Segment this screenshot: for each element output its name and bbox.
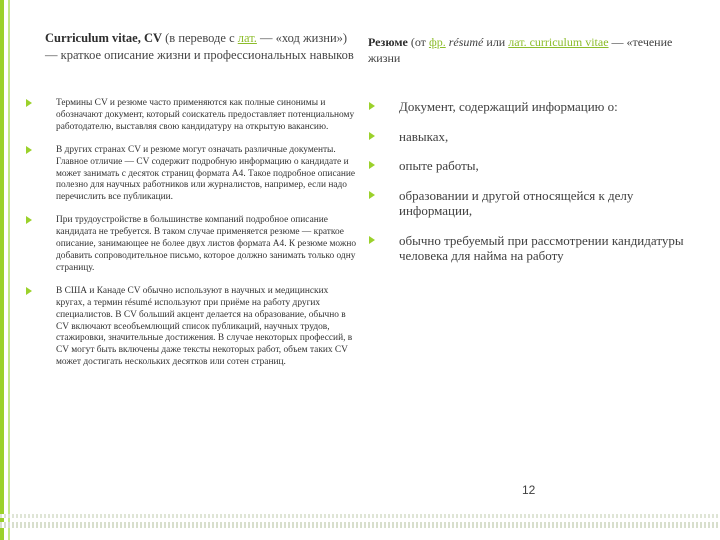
left-heading bbox=[45, 30, 357, 63]
arrow-bullet-icon bbox=[26, 287, 32, 295]
heading-text: или bbox=[483, 35, 509, 49]
heading-text: (в переводе с bbox=[162, 31, 238, 45]
french-link[interactable]: фр. bbox=[428, 35, 446, 49]
accent-strip-thin bbox=[8, 0, 10, 540]
arrow-bullet-icon bbox=[26, 99, 32, 107]
list-item-text: При трудоустройстве в большинстве компаний подробное описание кандидата не требуется. В таком случае применяется резюме — краткое описание, занимающее не более двух листов формата А4. К резюме можно добавить сопроводительное письмо, которое должно занимать только одну страницу. bbox=[56, 215, 357, 273]
footer-band-lower bbox=[0, 522, 720, 528]
accent-strip bbox=[0, 0, 4, 540]
resume-term: Резюме bbox=[368, 35, 408, 49]
page-number: 12 bbox=[522, 483, 536, 497]
list-item bbox=[367, 129, 687, 145]
french-word: résumé bbox=[445, 35, 484, 49]
list-item bbox=[24, 98, 357, 134]
list-item bbox=[24, 145, 357, 205]
list-item-text: Документ, содержащий информацию о: bbox=[399, 99, 618, 114]
list-item-text: опыте работы, bbox=[399, 158, 479, 173]
arrow-bullet-icon bbox=[369, 161, 375, 169]
list-item-text: обычно требуемый при рассмотрении кандидатуры человека для найма на работу bbox=[399, 232, 684, 263]
arrow-bullet-icon bbox=[26, 146, 32, 154]
list-item-text: В других странах CV и резюме могут означать различные документы. Главное отличие — CV содержит подробную информацию о кандидате и может занимать с десяток страниц формата А4. Такое подробное описание полезно для научных работников или журналистов, например, если надо перечислить все публикации. bbox=[56, 144, 356, 203]
heading-text: — «течение жизни bbox=[368, 35, 673, 65]
list-item bbox=[24, 286, 357, 369]
latin-link[interactable]: лат. curriculum vitae bbox=[508, 35, 609, 49]
arrow-bullet-icon bbox=[26, 216, 32, 224]
heading-text: — «ход жизни») — краткое описание жизни и профессиональных навыков bbox=[45, 31, 354, 62]
arrow-bullet-icon bbox=[369, 132, 375, 140]
arrow-bullet-icon bbox=[369, 191, 375, 199]
list-item bbox=[367, 233, 687, 264]
list-item bbox=[367, 99, 687, 115]
heading-text: (от bbox=[407, 35, 429, 49]
footer-band bbox=[0, 514, 720, 518]
latin-link[interactable]: лат. bbox=[237, 31, 257, 45]
list-item bbox=[367, 158, 687, 174]
list-item-text: В США и Канаде CV обычно используют в научных и медицинских кругах, а термин résumé используют при приёме на работу других специалистов. В CV больший акцент делается на образование, обычно в CV включают всеобъемлющий список публикаций, научных трудов, стажировки, значительные достижения. В случае некоторых профессий, в CV могут быть включены даже тексты некоторых работ, объем таких CV может достигать нескольких десятков или сотен страниц. bbox=[56, 285, 353, 368]
arrow-bullet-icon bbox=[369, 236, 375, 244]
right-bullet-list bbox=[367, 99, 687, 278]
list-item-text: образовании и другой относящейся к делу информации, bbox=[399, 187, 634, 218]
list-item-text: навыках, bbox=[399, 128, 449, 144]
list-item-text: Термины CV и резюме часто применяются как полные синонимы и обозначают документ, который соискатель предоставляет потенциальному работодателю, выставляя свою кандидатуру на открытую вакансию. bbox=[56, 98, 355, 132]
arrow-bullet-icon bbox=[369, 102, 375, 110]
cv-term: Curriculum vitae, CV bbox=[45, 31, 162, 45]
right-heading bbox=[368, 34, 688, 66]
list-item bbox=[24, 215, 357, 275]
list-item bbox=[367, 188, 687, 219]
left-bullet-list bbox=[24, 98, 357, 380]
